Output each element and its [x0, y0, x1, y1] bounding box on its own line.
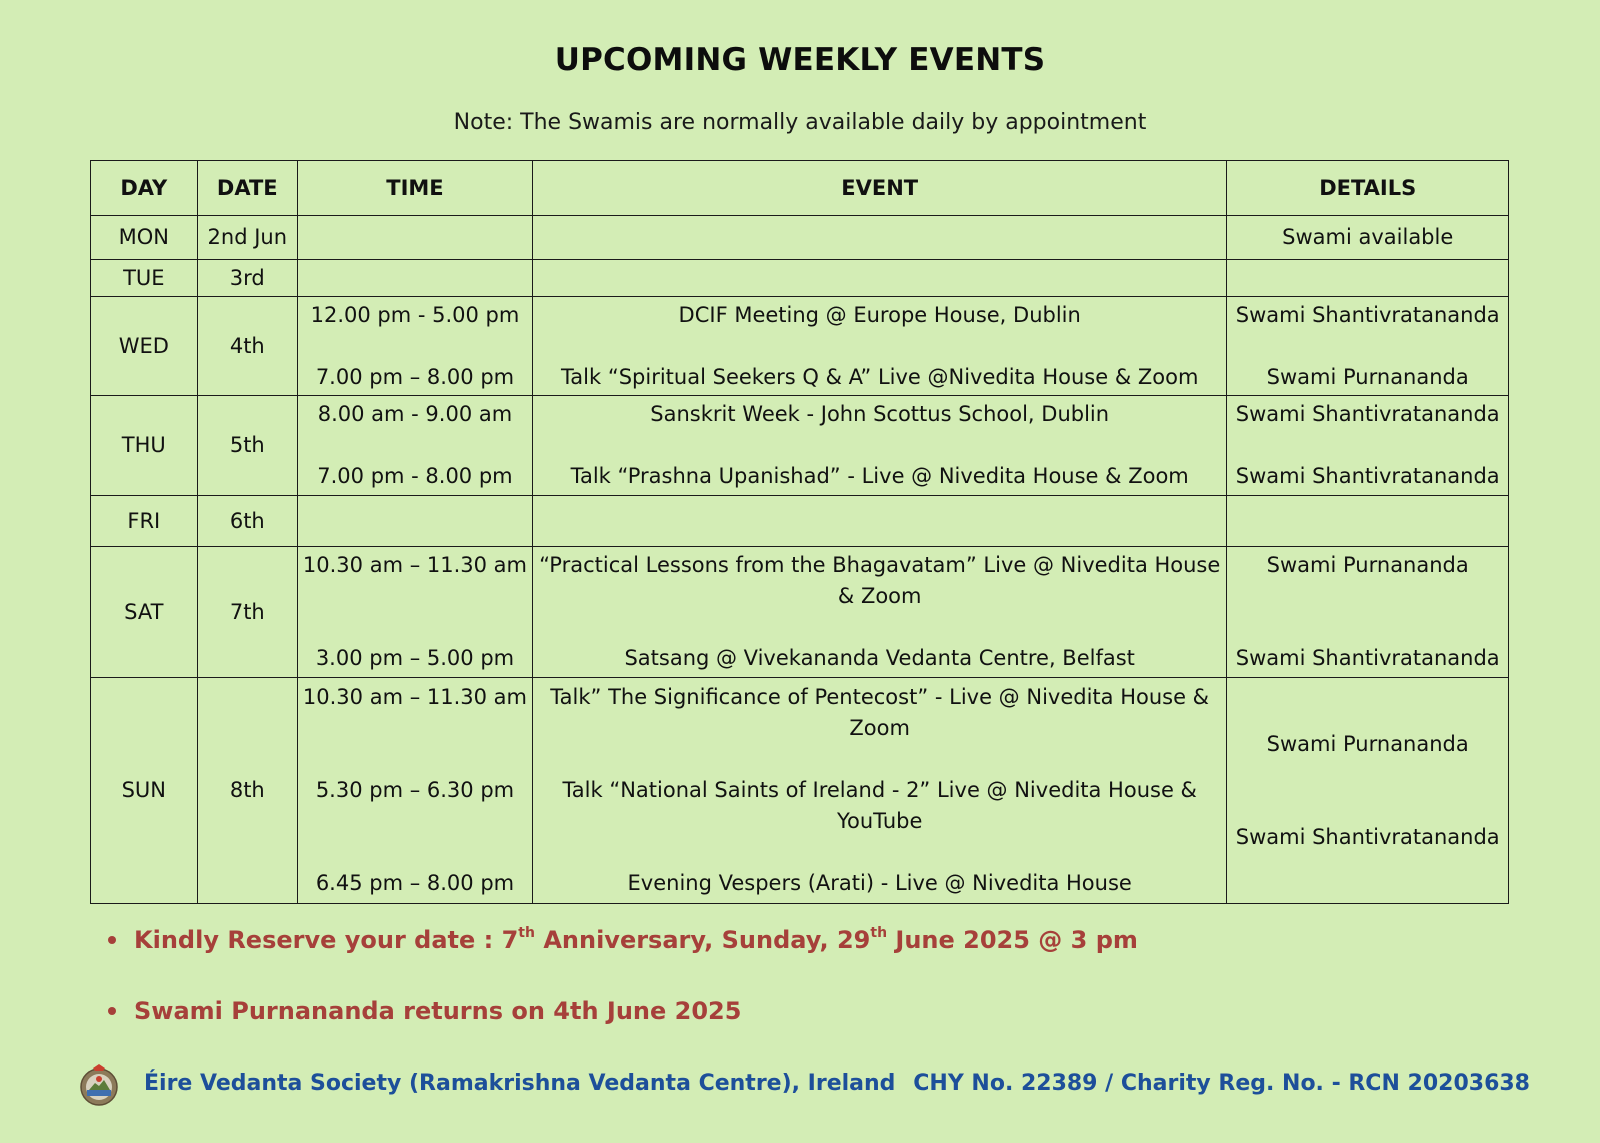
time-cell: [297, 396, 532, 496]
date-cell: 7th: [197, 547, 297, 678]
table-row: [91, 396, 1509, 496]
event-entry: “Practical Lessons from the Bhagavatam” Live @ Nivedita House & Zoom: [539, 553, 1221, 608]
event-entry: Talk “National Saints of Ireland - 2” Live @ Nivedita House & YouTube: [562, 778, 1197, 833]
day-cell: THU: [91, 396, 198, 496]
event-entry: Sanskrit Week - John Scottus School, Dublin: [650, 402, 1110, 426]
details-entry: Swami Purnananda: [1266, 553, 1469, 577]
return-notice: Swami Purnananda returns on 4th June 2025: [134, 997, 742, 1025]
table-header-row: [91, 161, 1509, 216]
time-entry: 6.45 pm – 8.00 pm: [315, 871, 515, 895]
list-item: [106, 993, 1506, 1029]
date-cell: 6th: [197, 496, 297, 547]
reserve-notice-suffix: June 2025 @ 3 pm: [887, 926, 1138, 954]
details-cell: [1227, 260, 1509, 297]
details-entry: Swami Shantivratananda: [1235, 402, 1500, 426]
event-entry: Talk “Spiritual Seekers Q & A” Live @Nivedita House & Zoom: [560, 364, 1199, 389]
notices-list: [106, 922, 1506, 1029]
time-entry: 7.00 pm - 8.00 pm: [317, 464, 513, 488]
page-title: UPCOMING WEEKLY EVENTS: [554, 42, 1046, 78]
table-row: [91, 496, 1509, 547]
ordinal-suffix: th: [870, 925, 888, 941]
column-header-details: DETAILS: [1227, 161, 1509, 216]
time-entry: 12.00 pm - 5.00 pm: [310, 302, 520, 327]
day-cell: FRI: [91, 496, 198, 547]
society-emblem-icon: [79, 1063, 119, 1107]
date-cell: 2nd Jun: [197, 216, 297, 260]
event-cell: [532, 260, 1227, 297]
organization-name: Éire Vedanta Society (Ramakrishna Vedanta Centre), Ireland: [144, 1071, 896, 1096]
date-cell: 8th: [197, 678, 297, 904]
time-entry: 3.00 pm – 5.00 pm: [315, 646, 515, 670]
details-entry: Swami Shantivratananda: [1235, 464, 1500, 488]
bullet-icon: [108, 1007, 116, 1015]
event-entry: Satsang @ Vivekananda Vedanta Centre, Belfast: [624, 646, 1135, 670]
event-entry: Evening Vespers (Arati) - Live @ Nivedita House: [627, 871, 1132, 895]
column-header-time: TIME: [297, 161, 532, 216]
details-cell: [1227, 547, 1509, 678]
events-table: [90, 160, 1509, 904]
time-cell: [297, 260, 532, 297]
time-entry: 5.30 pm – 6.30 pm: [315, 778, 515, 802]
reserve-notice-middle: Anniversary, Sunday, 29: [534, 926, 871, 954]
date-cell: 3rd: [197, 260, 297, 297]
time-entry: 7.00 pm – 8.00 pm: [315, 364, 515, 389]
charity-registration: CHY No. 22389 / Charity Reg. No. - RCN 20203638: [913, 1071, 1530, 1096]
event-cell: [532, 496, 1227, 547]
event-cell: [532, 216, 1227, 260]
details-entry: Swami Shantivratananda: [1235, 302, 1500, 327]
event-cell: [532, 297, 1227, 396]
day-cell: SUN: [91, 678, 198, 904]
details-cell: [1227, 496, 1509, 547]
details-entry: Swami Purnananda: [1266, 731, 1469, 756]
details-cell: [1227, 297, 1509, 396]
event-cell: [532, 396, 1227, 496]
date-cell: 5th: [197, 396, 297, 496]
time-entry: 10.30 am – 11.30 am: [302, 553, 527, 577]
time-cell: [297, 496, 532, 547]
event-entry: Talk” The Significance of Pentecost” - Live @ Nivedita House & Zoom: [550, 685, 1210, 740]
event-cell: [532, 547, 1227, 678]
details-entry: Swami Shantivratananda: [1235, 646, 1500, 670]
day-cell: MON: [91, 216, 198, 260]
column-header-day: DAY: [91, 161, 198, 216]
reserve-notice-prefix: Kindly Reserve your date : 7: [134, 926, 519, 954]
list-item: [106, 922, 1506, 958]
date-cell: 4th: [197, 297, 297, 396]
details-cell: Swami available: [1227, 216, 1509, 260]
details-cell: [1227, 396, 1509, 496]
time-cell: [297, 216, 532, 260]
day-cell: WED: [91, 297, 198, 396]
table-row: [91, 260, 1509, 297]
appointment-note: Note: The Swamis are normally available daily by appointment: [453, 110, 1147, 135]
column-header-date: DATE: [197, 161, 297, 216]
time-entry: 10.30 am – 11.30 am: [302, 685, 527, 709]
details-cell: [1227, 678, 1509, 904]
details-entry: Swami Purnananda: [1266, 364, 1469, 389]
event-entry: Talk “Prashna Upanishad” - Live @ Nivedita House & Zoom: [570, 464, 1189, 488]
details-entry: Swami Shantivratananda: [1235, 824, 1500, 849]
ordinal-suffix: th: [518, 925, 535, 941]
footer: [0, 1063, 1600, 1107]
bullet-icon: [108, 936, 116, 944]
time-cell: [297, 297, 532, 396]
event-cell: [532, 678, 1227, 904]
event-entry: DCIF Meeting @ Europe House, Dublin: [678, 302, 1081, 327]
day-cell: TUE: [91, 260, 198, 297]
time-entry: 8.00 am - 9.00 am: [317, 402, 513, 426]
table-row: [91, 297, 1509, 396]
column-header-event: EVENT: [532, 161, 1227, 216]
table-row: [91, 678, 1509, 904]
table-row: [91, 547, 1509, 678]
day-cell: SAT: [91, 547, 198, 678]
time-cell: [297, 678, 532, 904]
table-row: [91, 216, 1509, 260]
time-cell: [297, 547, 532, 678]
